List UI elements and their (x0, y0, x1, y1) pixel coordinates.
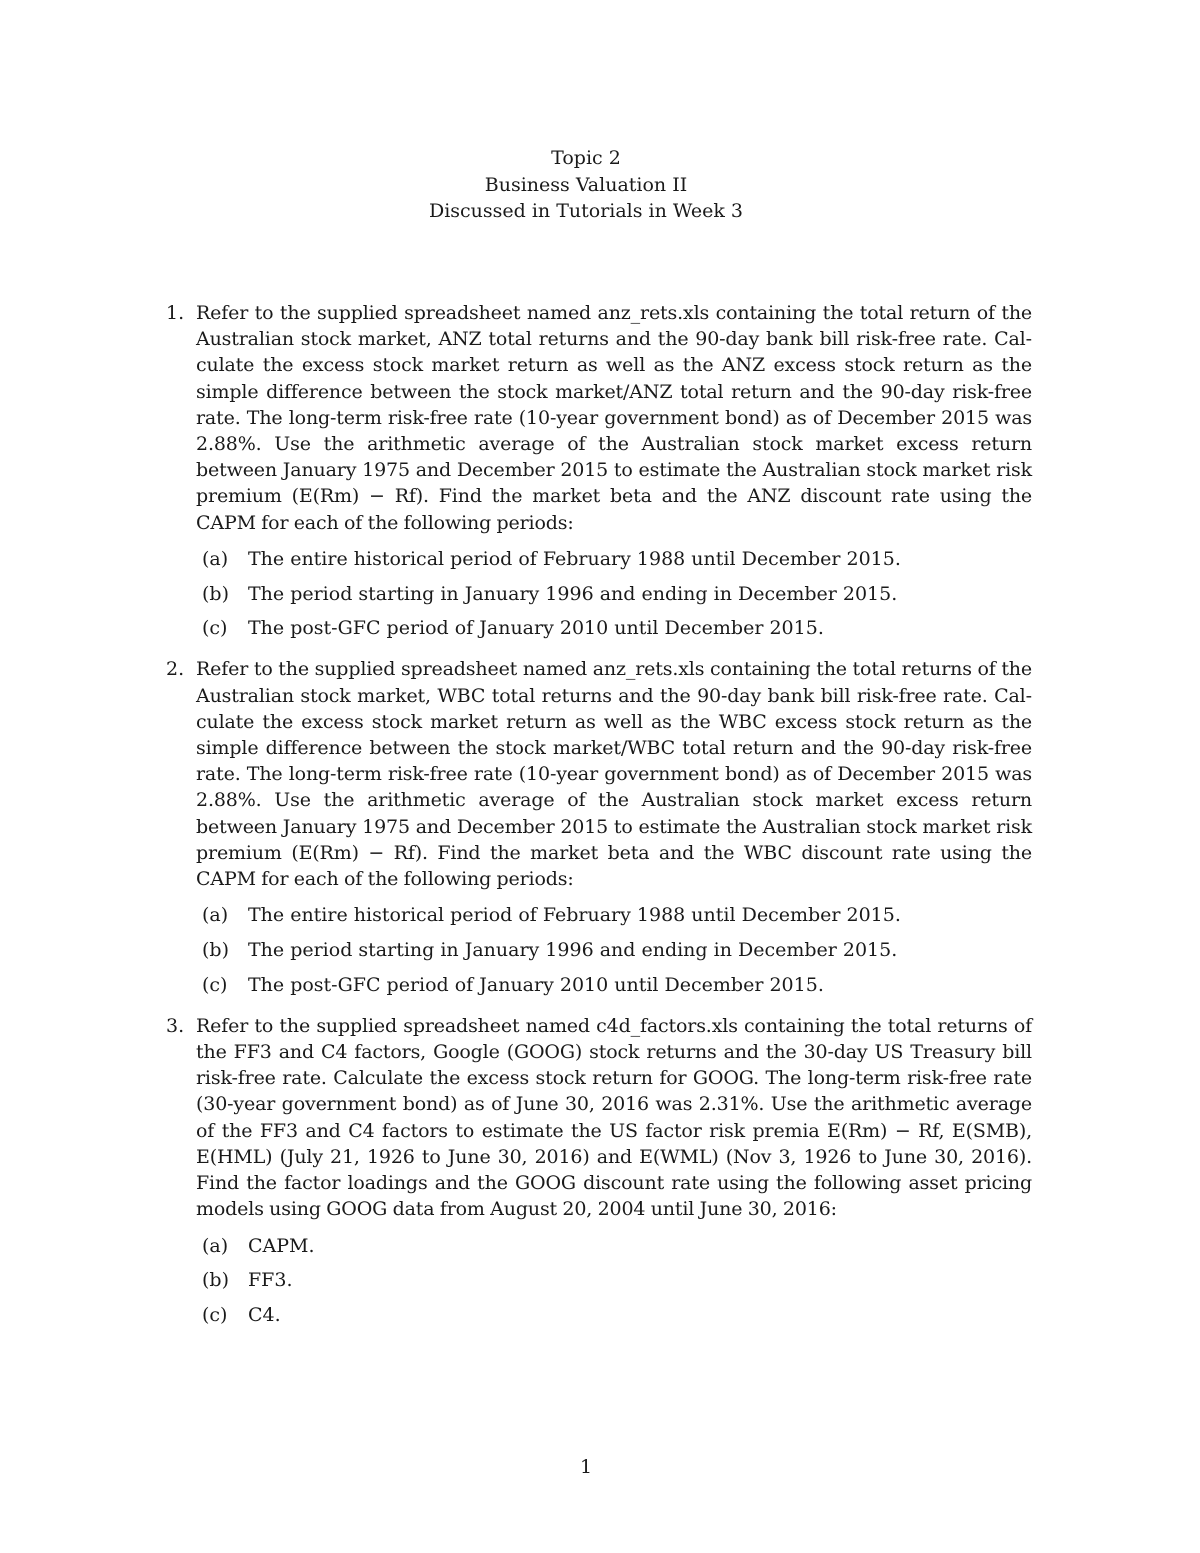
subquestion-item (202, 972, 1032, 998)
subquestion-list (196, 902, 1032, 998)
subquestion-text: FF3. (248, 1269, 293, 1292)
subquestion-label: (a) (202, 547, 229, 570)
subquestion-label: (b) (202, 582, 229, 605)
subquestion-label: (c) (202, 1303, 228, 1326)
subquestion-text: The period starting in January 1996 and ending in December 2015. (248, 938, 898, 961)
subquestion-text: The period starting in January 1996 and ending in December 2015. (248, 582, 898, 605)
title-block (0, 145, 1172, 225)
subquestion-list (196, 1233, 1032, 1329)
subquestion-text: CAPM. (248, 1234, 315, 1257)
subquestion-item (202, 937, 1032, 963)
subquestion-item (202, 902, 1032, 928)
subquestion-label: (a) (202, 904, 229, 927)
question-3 (166, 1013, 1032, 1328)
question-2 (166, 656, 1032, 997)
question-number: 1. (166, 302, 185, 324)
question-list (166, 300, 1032, 1343)
subquestion-label: (b) (202, 938, 229, 961)
subquestion-label: (b) (202, 1269, 229, 1292)
subquestion-label: (c) (202, 973, 228, 996)
subquestion-item (202, 581, 1032, 607)
question-text: Refer to the supplied spreadsheet named anz_rets.xls containing the total returns of the Australian stock market, WBC total returns and the 90-day bank bill risk-free rate. Calculate the excess stock market return as well as the WBC excess stock return as the simple difference between the stock market/WBC total return and the 90-day risk-free rate. The long-term risk-free rate (10-year government bond) as of December 2015 was 2.88%. Use the arithmetic average of the Australian stock market excess return between January 1975 and December 2015 to estimate the Australian stock market risk premium (E(Rm) − Rf). Find the market beta and the WBC discount rate using the CAPM for each of the following periods: (196, 658, 1032, 891)
topic-title: Topic 2 (551, 147, 621, 169)
subquestion-item (202, 1233, 1032, 1259)
question-number: 2. (166, 658, 185, 681)
subquestion-text: The post-GFC period of January 2010 until December 2015. (248, 973, 824, 996)
subquestion-label: (c) (202, 617, 228, 640)
course-subtitle: Business Valuation II (484, 173, 688, 196)
subquestion-item (202, 1267, 1032, 1293)
subquestion-text: C4. (248, 1303, 281, 1326)
subquestion-list (196, 546, 1032, 642)
tutorial-note: Discussed in Tutorials in Week 3 (428, 200, 744, 222)
subquestion-label: (a) (202, 1234, 229, 1257)
subquestion-text: The post-GFC period of January 2010 until December 2015. (248, 617, 824, 640)
question-number: 3. (166, 1014, 185, 1037)
question-1 (166, 300, 1032, 641)
subquestion-item (202, 546, 1032, 572)
page-number: 1 (579, 1456, 593, 1478)
subquestion-item (202, 1302, 1032, 1328)
subquestion-text: The entire historical period of February 1988 until December 2015. (248, 904, 901, 927)
subquestion-text: The entire historical period of February 1988 until December 2015. (248, 547, 901, 570)
subquestion-item (202, 615, 1032, 641)
question-text: Refer to the supplied spreadsheet named anz_rets.xls containing the total return of the Australian stock market, ANZ total returns and the 90-day bank bill risk-free rate. Calculate the excess stock market return as well as the ANZ excess stock return as the simple difference between the stock market/ANZ total return and the 90-day risk-free rate. The long-term risk-free rate (10-year government bond) as of December 2015 was 2.88%. Use the arithmetic average of the Australian stock market excess return between January 1975 and December 2015 to estimate the Australian stock market risk premium (E(Rm) − Rf). Find the market beta and the ANZ discount rate using the CAPM for each of the following periods: (196, 302, 1032, 534)
question-text: Refer to the supplied spreadsheet named c4d_factors.xls containing the total returns of the FF3 and C4 factors, Google (GOOG) stock returns and the 30-day US Treasury bill risk-free rate. Calculate the excess stock return for GOOG. The long-term risk-free rate (30-year government bond) as of June 30, 2016 was 2.31%. Use the arithmetic average of the FF3 and C4 factors to estimate the US factor risk premia E(Rm) − Rf, E(SMB), E(HML) (July 21, 1926 to June 30, 2016) and E(WML) (Nov 3, 1926 to June 30, 2016). Find the factor loadings and the GOOG discount rate using the following asset pricing models using GOOG data from August 20, 2004 until June 30, 2016: (196, 1014, 1032, 1221)
